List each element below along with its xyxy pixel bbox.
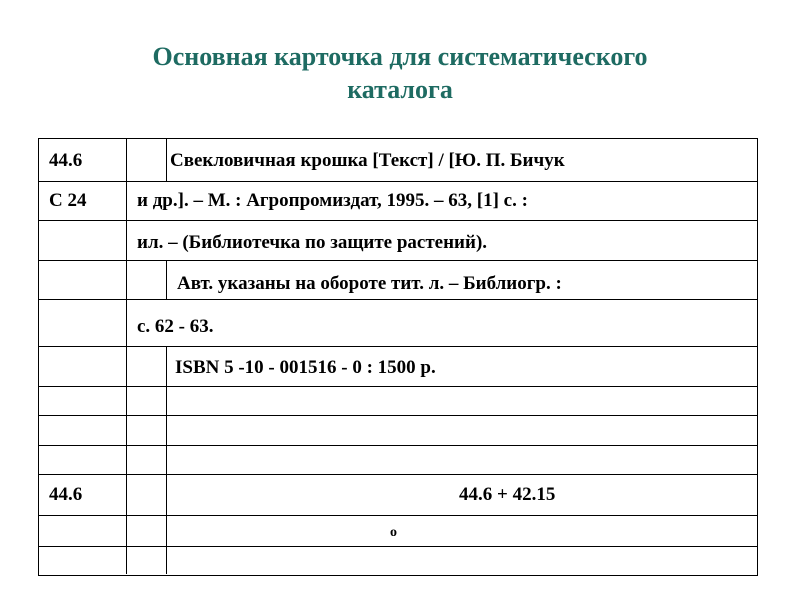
row-divider [39,181,757,182]
title-entry: Свекловичная крошка [Текст] / [Ю. П. Бичук [170,150,565,171]
title-line-1: Основная карточка для систематического [152,42,648,71]
column-divider [166,346,167,574]
imprint-text: и др.]. – М. : Агропромиздат, 1995. – 63, [1] с. : [137,190,528,211]
note-text: Авт. указаны на обороте тит. л. – Библиогр. : [177,273,562,294]
classification-index: 44.6 [49,150,83,171]
column-divider [126,139,127,574]
row-divider [39,220,757,221]
row-divider [39,386,757,387]
column-divider [166,260,167,299]
series-text: ил. – (Библиотечка по защите растений). [137,232,488,253]
classification-formula: 44.6 + 42.15 [459,484,556,505]
row-divider [39,299,757,300]
row-divider [39,546,757,547]
small-mark: о [390,525,397,540]
row-divider [39,445,757,446]
row-divider [39,346,757,347]
row-divider [39,474,757,475]
row-divider [39,415,757,416]
row-divider [39,260,757,261]
column-divider [166,139,167,181]
classification-index-bottom: 44.6 [49,484,83,505]
isbn-text: ISBN 5 -10 - 001516 - 0 : 1500 р. [175,357,436,378]
page-title [0,40,800,106]
bibliography-pages: с. 62 - 63. [137,316,214,337]
row-divider [39,515,757,516]
catalog-card [38,138,758,576]
title-line-2: каталога [347,75,453,104]
author-mark: С 24 [49,190,87,211]
